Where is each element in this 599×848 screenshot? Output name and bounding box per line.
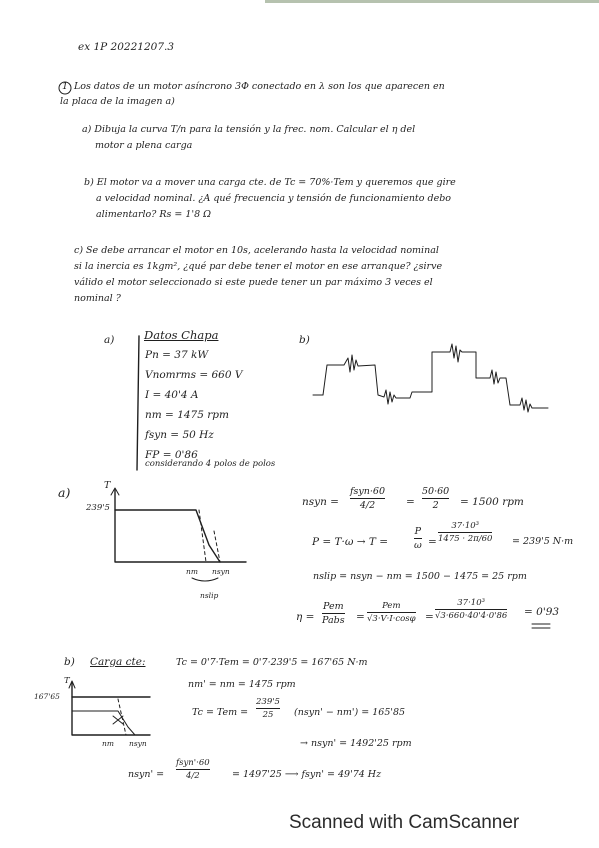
- plate-item: Vnomrms = 660 V: [145, 369, 243, 381]
- efficiency-f2-den: √3·V·I·cosφ: [367, 614, 416, 624]
- sketch-b-label: b): [299, 334, 310, 346]
- efficiency-f3-den: √3·660·40'4·0'86: [435, 611, 508, 621]
- efficiency-f3-num: 37·10³: [457, 598, 486, 608]
- answer-b-axis-nm: nm: [102, 739, 114, 748]
- problem-number: 1: [62, 81, 69, 92]
- plate-title: Datos Chapa: [144, 328, 219, 342]
- nsyn-prime-result: → nsyn' = 1492'25 rpm: [300, 738, 412, 749]
- efficiency-result: = 0'93: [524, 606, 560, 618]
- nsyn-f2-den: 2: [432, 500, 439, 511]
- nsyn1-num: fsyn'·60: [176, 758, 210, 768]
- tc-equation-lhs: Tc = Tem =: [192, 707, 249, 718]
- tc-frac-den: 25: [262, 710, 274, 720]
- efficiency-lhs: η =: [296, 611, 315, 623]
- torque-f1-den: ω: [414, 540, 422, 551]
- torque-f1-num: P: [414, 526, 422, 537]
- equals-sign: =: [356, 611, 365, 623]
- answer-b-torque-value: 167'65: [34, 692, 60, 701]
- equals-sign: =: [428, 536, 437, 548]
- plate-item: I = 40'4 A: [145, 389, 199, 401]
- nslip-equation: nslip = nsyn − nm = 1500 − 1475 = 25 rpm: [313, 571, 527, 582]
- plate-item: Pn = 37 kW: [145, 349, 209, 361]
- answer-b-axis-t: T: [64, 676, 70, 686]
- nsyn-result: = 1500 rpm: [460, 496, 524, 508]
- tc-fraction: [256, 697, 280, 720]
- problem-intro-line2: la placa de la imagen a): [60, 96, 175, 107]
- torque-f2-den: 1475 · 2π/60: [438, 534, 493, 544]
- question-c-line3: válido el motor seleccionado si este puede tener un par máximo 3 veces el: [74, 277, 433, 288]
- answer-a-axis-t: T: [104, 480, 111, 491]
- question-a-line1: a) Dibuja la curva T/n para la tensión y la frec. nom. Calcular el η del: [82, 124, 416, 135]
- plate-item: nm = 1475 rpm: [145, 409, 229, 421]
- answer-b-axis-nsyn: nsyn: [129, 739, 147, 748]
- efficiency-f1-den: Pabs: [322, 615, 345, 626]
- nsyn1-rest: = 1497'25 ⟶ fsyn' = 49'74 Hz: [232, 769, 382, 780]
- question-c-line1: c) Se debe arrancar el motor en 10s, acelerando hasta la velocidad nominal: [74, 245, 439, 256]
- torque-f2-num: 37·10³: [451, 521, 480, 531]
- tc-frac-num: 239'5: [256, 697, 280, 707]
- efficiency-f2-num: Pem: [382, 601, 401, 611]
- torque-equation-lhs: P = T·ω → T =: [312, 536, 389, 548]
- question-b-line3: alimentarlo? Rs = 1'8 Ω: [96, 209, 212, 220]
- answer-a-axis-nm: nm: [186, 567, 198, 576]
- answer-b-label: b): [64, 656, 75, 668]
- torque-result: = 239'5 N·m: [512, 536, 574, 547]
- question-b-line2: a velocidad nominal. ¿A qué frecuencia y tensión de funcionamiento debo: [96, 193, 451, 204]
- nsyn1-den: 4/2: [185, 771, 200, 781]
- nsyn-f1-num: fsyn·60: [350, 486, 385, 497]
- efficiency-f1-num: Pem: [322, 601, 344, 612]
- plate-item: FP = 0'86: [145, 449, 198, 461]
- plate-item: fsyn = 50 Hz: [145, 429, 214, 441]
- plate-section-label: a): [104, 334, 115, 346]
- answer-b-title: Carga cte:: [90, 656, 146, 668]
- question-a-line2: motor a plena carga: [95, 140, 193, 151]
- load-torque-equation: Tc = 0'7·Tem = 0'7·239'5 = 167'65 N·m: [176, 657, 368, 668]
- tc-equation-rest: (nsyn' − nm') = 165'85: [294, 707, 406, 718]
- answer-a-axis-nslip: nslip: [200, 591, 219, 600]
- question-c-line4: nominal ?: [74, 293, 121, 304]
- nsyn-f2-num: 50·60: [422, 486, 450, 497]
- scanner-watermark: Scanned with CamScanner: [289, 812, 520, 833]
- answer-a-axis-nsyn: nsyn: [212, 567, 230, 576]
- speed-equality: nm' = nm = 1475 rpm: [188, 679, 296, 690]
- question-b-line1: b) El motor va a mover una carga cte. de Tc = 70%·Tem y queremos que gire: [84, 177, 456, 188]
- question-c-line2: si la inercia es 1kgm², ¿qué par debe tener el motor en ese arranque? ¿sirve: [74, 261, 443, 272]
- exam-header: ex 1P 20221207.3: [78, 41, 175, 53]
- answer-a-label: a): [58, 485, 71, 500]
- equals-sign: =: [425, 611, 434, 623]
- nsyn-lhs: nsyn =: [302, 496, 339, 508]
- answer-a-torque-value: 239'5: [86, 503, 110, 513]
- nsyn1-fraction: [176, 758, 210, 781]
- equals-sign: =: [406, 496, 415, 508]
- nsyn1-lhs: nsyn' =: [128, 769, 165, 780]
- problem-intro-line1: Los datos de un motor asíncrono 3Φ conectado en λ son los que aparecen en: [74, 81, 445, 92]
- nsyn-f1-den: 4/2: [359, 500, 376, 511]
- plate-note: considerando 4 polos de polos: [145, 459, 276, 469]
